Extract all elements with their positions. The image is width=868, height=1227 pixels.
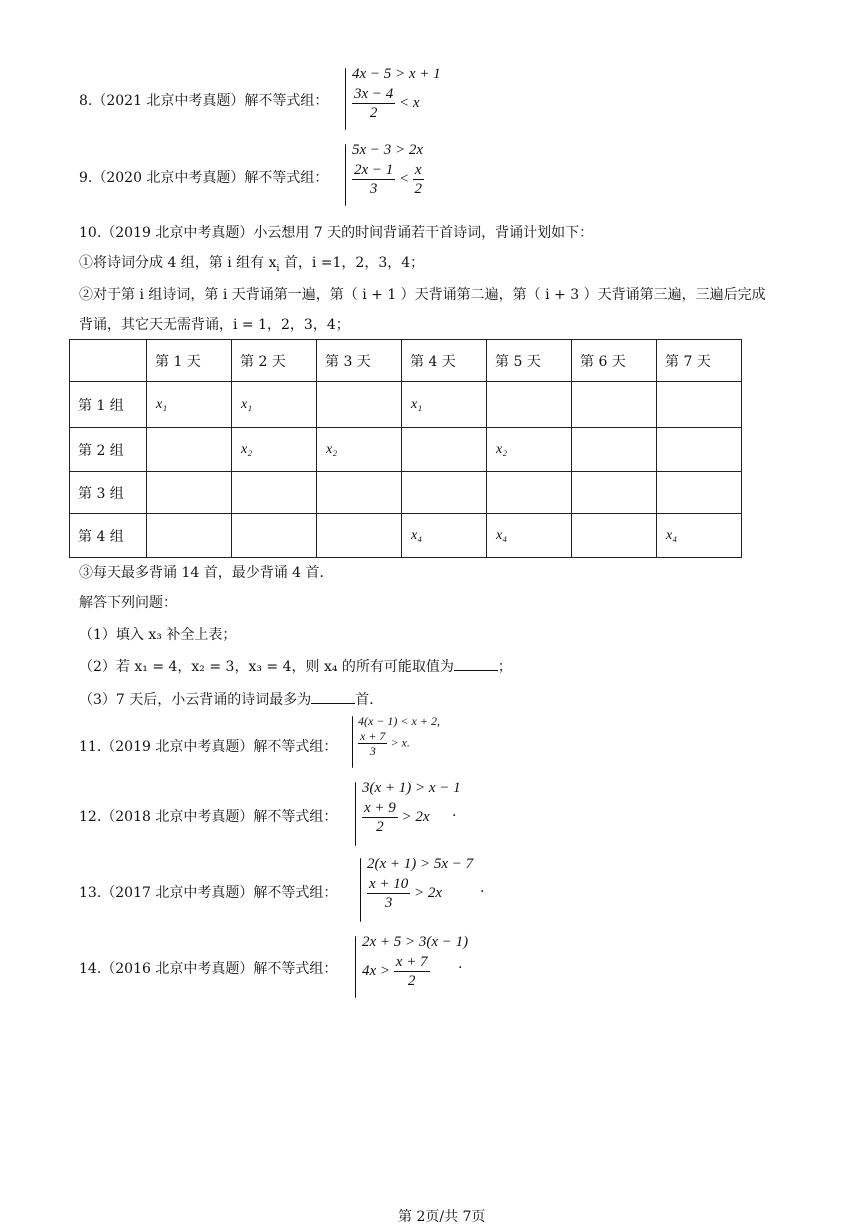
problem-10-q2-text: （2）若 x₁ = 4，x₂ = 3，x₃ = 4，则 x₄ 的所有可能取值为 — [79, 659, 454, 675]
table-cell — [657, 382, 742, 428]
table-header-cell: 第 1 天 — [147, 340, 232, 382]
problem-13-numerator: x + 10 — [369, 876, 409, 892]
problem-11-brace — [352, 716, 353, 768]
problem-10-q2-tail: ； — [497, 659, 512, 675]
table-header-row — [70, 340, 742, 382]
problem-14-period: . — [458, 956, 463, 972]
problem-8-denominator: 2 — [369, 105, 378, 121]
problem-12-brace — [355, 782, 356, 846]
table-cell — [317, 514, 402, 558]
table-row — [70, 428, 742, 472]
table-cell — [402, 472, 487, 514]
problem-13-rhs: > 2x — [414, 884, 443, 901]
problem-8-brace — [345, 68, 346, 130]
table-cell — [232, 472, 317, 514]
problem-12-label: 12.（2018 北京中考真题）解不等式组： — [79, 809, 338, 825]
table-cell — [147, 428, 232, 472]
table-cell: x₄ — [487, 514, 572, 558]
problem-10-rule1 — [79, 252, 424, 274]
problem-13-fraction — [367, 875, 410, 912]
table-cell: x₂ — [317, 428, 402, 472]
problem-11-fraction — [358, 729, 387, 758]
table-row-label: 第 4 组 — [70, 514, 147, 558]
problem-12-rhs: > 2x — [401, 808, 430, 825]
problem-9-brace — [345, 144, 346, 206]
problem-9-numerator-right: x — [414, 162, 422, 178]
table-cell — [572, 514, 657, 558]
table-cell: x₁ — [232, 382, 317, 428]
problem-8-fraction — [352, 85, 395, 122]
table-cell — [572, 382, 657, 428]
problem-9-denominator-right: 2 — [414, 181, 422, 197]
problem-10-rule3: ③每天最多背诵 14 首，最少背诵 4 首． — [79, 565, 334, 581]
problem-14-system — [362, 934, 468, 990]
problem-9-relation: < — [399, 170, 410, 187]
table-cell: x₄ — [402, 514, 487, 558]
table-header-cell: 第 6 天 — [572, 340, 657, 382]
problem-9-denominator: 3 — [369, 181, 378, 197]
problem-13-system — [367, 856, 473, 912]
problem-11-denominator: 3 — [369, 744, 376, 758]
table-header-cell: 第 4 天 — [402, 340, 487, 382]
table-row — [70, 382, 742, 428]
table-header-cell — [70, 340, 147, 382]
page-number: 第 2页/共 7页 — [398, 1209, 486, 1225]
table-cell — [572, 472, 657, 514]
problem-9-numerator: 2x − 1 — [354, 162, 394, 178]
problem-11-rhs: > x. — [390, 735, 410, 750]
table-cell — [657, 428, 742, 472]
problem-10-rule2b: 背诵，其它天无需背诵，i = 1，2，3，4； — [79, 317, 350, 333]
table-cell — [147, 472, 232, 514]
table-cell: x₂ — [487, 428, 572, 472]
problem-10-q3-tail: 首． — [355, 692, 384, 708]
table-cell — [232, 514, 317, 558]
problem-9-label: 9.（2020 北京中考真题）解不等式组： — [79, 170, 329, 186]
problem-11-numerator: x + 7 — [360, 729, 386, 743]
problem-13-denominator: 3 — [384, 895, 393, 911]
problem-12-period: . — [452, 804, 457, 820]
problem-11-label: 11.（2019 北京中考真题）解不等式组： — [79, 739, 338, 755]
table-row-label: 第 2 组 — [70, 428, 147, 472]
problem-10-q3 — [79, 689, 383, 709]
answer-blank[interactable] — [311, 689, 355, 704]
problem-14-label: 14.（2016 北京中考真题）解不等式组： — [79, 961, 338, 977]
problem-14-lhs: 4x > — [362, 962, 391, 979]
table-row — [70, 472, 742, 514]
problem-8-numerator: 3x − 4 — [354, 86, 394, 102]
problem-14-fraction — [394, 953, 430, 990]
table-cell: x₁ — [147, 382, 232, 428]
problem-8-line1: 4x − 5 > x + 1 — [352, 66, 441, 82]
problem-8-label: 8.（2021 北京中考真题）解不等式组： — [79, 93, 329, 109]
table-row-label: 第 3 组 — [70, 472, 147, 514]
answer-blank[interactable] — [454, 656, 498, 671]
problem-10-rule1-tail: 首，i =1，2，3，4； — [279, 255, 425, 271]
table-header-cell: 第 7 天 — [657, 340, 742, 382]
table-header-cell: 第 5 天 — [487, 340, 572, 382]
problem-10-ask: 解答下列问题： — [79, 595, 177, 611]
problem-13-label: 13.（2017 北京中考真题）解不等式组： — [79, 885, 338, 901]
problem-10-intro: 10.（2019 北京中考真题）小云想用 7 天的时间背诵若干首诗词，背诵计划如下： — [79, 225, 594, 241]
problem-10-q1: （1）填入 x₃ 补全上表； — [79, 627, 237, 643]
problem-13-period: . — [480, 880, 485, 896]
problem-14-denominator: 2 — [407, 973, 416, 989]
table-cell — [572, 428, 657, 472]
table-header-cell: 第 2 天 — [232, 340, 317, 382]
problem-8-system — [352, 66, 441, 122]
problem-10-rule2a: ②对于第 i 组诗词，第 i 天背诵第一遍，第（ i + 1 ）天背诵第二遍，第（ i + 3 ）天背诵第三遍，三遍后完成 — [79, 287, 766, 303]
problem-12-fraction — [362, 799, 398, 836]
problem-12-line1: 3(x + 1) > x − 1 — [362, 780, 461, 796]
table-header-cell: 第 3 天 — [317, 340, 402, 382]
table-row — [70, 514, 742, 558]
table-cell — [317, 472, 402, 514]
problem-12-denominator: 2 — [376, 819, 384, 835]
problem-9-system — [352, 142, 424, 198]
problem-10-rule1-sub: i — [276, 263, 280, 274]
problem-10-q2 — [79, 656, 512, 676]
problem-9-fraction-left — [352, 161, 395, 198]
table-cell: x₄ — [657, 514, 742, 558]
problem-11-system — [358, 714, 440, 758]
problem-11-line1: 4(x − 1) < x + 2, — [358, 714, 440, 728]
problem-13-brace — [360, 858, 361, 922]
problem-9-fraction-right — [413, 161, 424, 198]
table-cell — [147, 514, 232, 558]
problem-13-line1: 2(x + 1) > 5x − 7 — [367, 856, 474, 872]
recitation-plan-table — [69, 339, 742, 558]
problem-12-numerator: x + 9 — [364, 800, 396, 816]
table-cell — [657, 472, 742, 514]
problem-14-brace — [355, 936, 356, 998]
problem-12-system — [362, 780, 461, 836]
problem-8-rhs: < x — [399, 94, 420, 111]
table-row-label: 第 1 组 — [70, 382, 147, 428]
problem-14-numerator: x + 7 — [395, 954, 428, 970]
table-cell — [317, 382, 402, 428]
table-cell: x₁ — [402, 382, 487, 428]
problem-10-rule1-text: ①将诗词分成 4 组，第 i 组有 x — [79, 255, 277, 271]
table-cell — [487, 472, 572, 514]
problem-10-q3-text: （3）7 天后，小云背诵的诗词最多为 — [79, 692, 312, 708]
problem-9-line1: 5x − 3 > 2x — [352, 142, 424, 158]
table-cell — [402, 428, 487, 472]
table-cell: x₂ — [232, 428, 317, 472]
problem-14-line1: 2x + 5 > 3(x − 1) — [362, 934, 469, 950]
table-cell — [487, 382, 572, 428]
